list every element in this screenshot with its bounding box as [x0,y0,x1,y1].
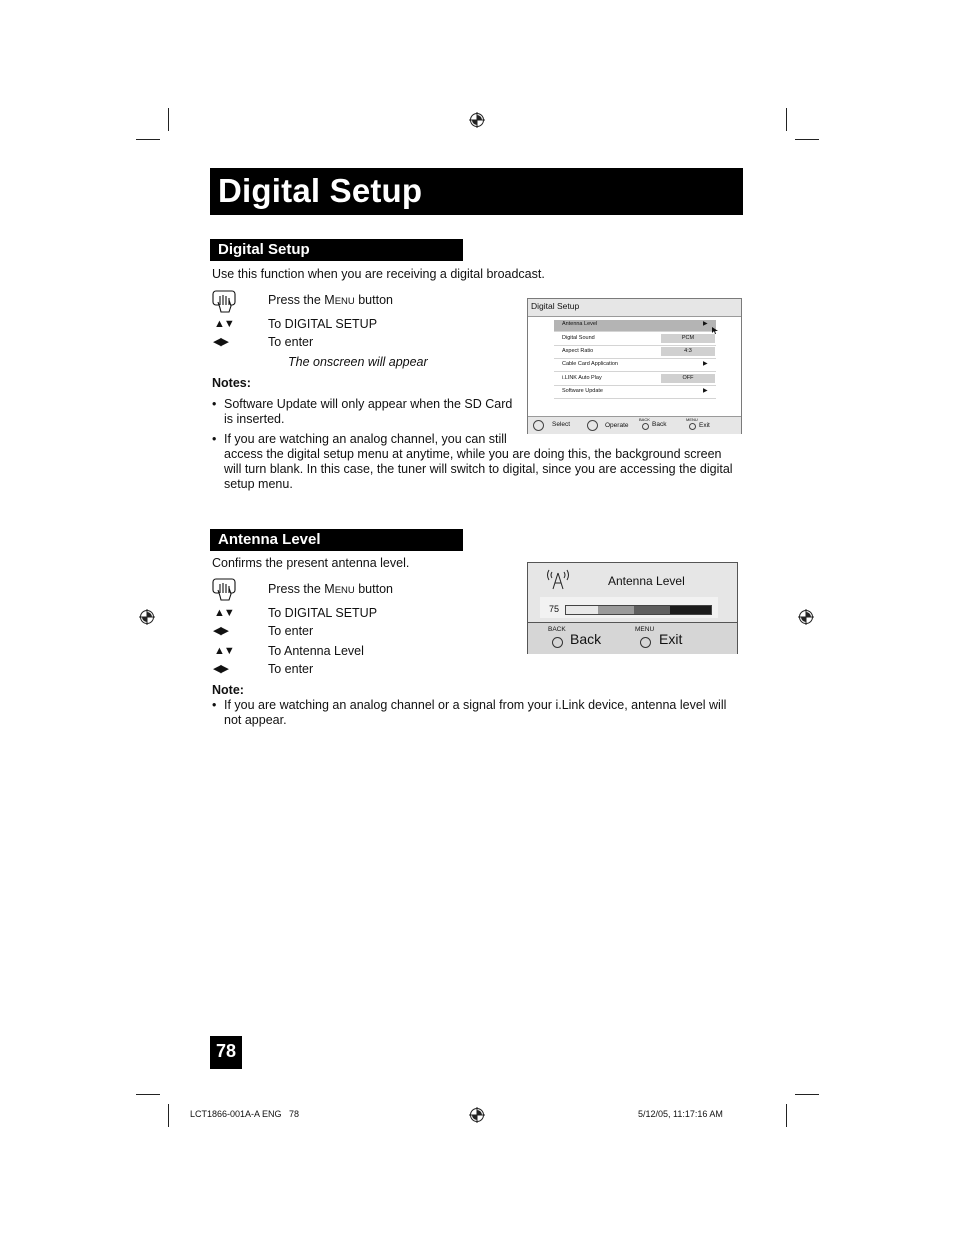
registration-mark-icon [139,609,155,625]
submenu-arrow-icon: ▶ [703,388,708,394]
crop-mark [795,139,819,140]
menu-item-digital-sound[interactable] [554,334,716,346]
note-2 [224,432,733,492]
section-heading-antenna-level [210,529,463,551]
note-antenna [224,698,726,728]
crop-mark [168,1104,169,1127]
menu-button-icon[interactable] [640,637,651,648]
note-line: If you are watching an analog channel or a signal from your i.Link device, antenna level will [224,698,727,712]
step-to-digital-setup: To DIGITAL SETUP [268,317,378,331]
menu-item-label: Digital Sound [562,335,595,341]
section-heading-digital-setup [210,239,463,261]
up-down-arrows-icon: ▲▼ [214,318,234,330]
exit-label: Exit [659,631,683,647]
section-heading-text: Digital Setup [218,241,310,258]
menu-item-label: i.LINK Auto Play [562,375,602,381]
page-number-box [210,1036,242,1069]
page-number: 78 [215,1041,237,1061]
level-segment [566,606,598,614]
remote-hand-icon [212,578,236,602]
menu-item-value: 4:3 [661,347,715,356]
crop-mark [136,139,160,140]
page-title: Digital Setup [218,172,423,209]
level-value: 75 [549,604,560,614]
menu-item-cable-card-application[interactable] [554,360,716,372]
up-down-arrows-icon: ▲▼ [214,645,234,657]
crop-mark [136,1094,160,1095]
left-right-arrows-icon: ◀▶ [213,663,228,675]
menu-item-antenna-level[interactable] [554,320,716,332]
note-1 [224,397,512,427]
level-meter [565,605,712,615]
screen-footer [528,622,737,654]
footer-select-label: Select [552,421,571,428]
back-button-icon[interactable] [552,637,563,648]
antenna-level-screen [527,562,738,654]
page-title-bar [210,168,743,215]
note-line: not appear. [224,713,287,727]
footer-slug: LCT1866-001A-A ENG 78 [190,1109,300,1119]
left-right-arrows-icon: ◀▶ [213,336,228,348]
registration-mark-icon [469,1107,485,1123]
note-line: If you are watching an analog channel, you can still [224,432,507,446]
footer-back-label: Back [652,421,667,428]
menu-item-ilink-auto-play[interactable] [554,374,716,386]
note-line: will turn blank. In this case, the tuner will switch to digital, since you are accessing the digital [224,462,733,476]
menu-key-caption: MENU [686,417,698,422]
footer-operate-label: Operate [605,422,629,429]
menu-item-aspect-ratio[interactable] [554,347,716,359]
registration-mark-icon [798,609,814,625]
menu-button-icon[interactable] [689,423,696,430]
footer-exit-label: Exit [699,422,710,429]
menu-item-value: PCM [661,334,715,343]
level-segment [634,606,670,614]
dpad-select-icon [533,420,544,431]
crop-mark [168,108,169,131]
bullet-icon: • [212,698,217,712]
level-segment [670,606,711,614]
notes-label: Notes: [212,376,251,390]
bullet-icon: • [212,432,217,446]
section-heading-text: Antenna Level [218,531,321,548]
antenna-icon [545,569,571,590]
menu-item-value: OFF [661,374,715,383]
screen-header [528,299,741,317]
submenu-arrow-icon: ▶ [703,321,708,327]
note-line: is inserted. [224,412,285,426]
crop-mark [786,108,787,131]
note-line: setup menu. [224,477,293,491]
level-segment [598,606,634,614]
note-label: Note: [212,683,244,697]
note-line: access the digital setup menu at anytime, while you are doing this, the background screen [224,447,722,461]
menu-item-label: Aspect Ratio [562,348,594,354]
step-to-enter: To enter [268,662,314,676]
screen-header-text: Digital Setup [531,301,580,311]
menu-item-software-update[interactable] [554,387,716,399]
intro-text: Confirms the present antenna level. [212,556,410,570]
up-down-arrows-icon: ▲▼ [214,607,234,619]
registration-mark-icon [469,112,485,128]
left-right-arrows-icon: ◀▶ [213,625,228,637]
step-to-enter: To enter [268,624,314,638]
step-to-enter: To enter [268,335,314,349]
menu-item-label: Software Update [562,388,603,394]
crop-mark [795,1094,819,1095]
back-key-caption: BACK [639,417,650,422]
menu-item-label: Cable Card Application [562,361,618,367]
step-to-digital-setup: To DIGITAL SETUP [268,606,378,620]
back-key-caption: BACK [548,626,566,633]
footer-date: 5/12/05, 11:17:16 AM [638,1109,723,1119]
step-onscreen: The onscreen will appear [288,355,428,369]
digital-setup-screen [527,298,742,434]
back-label: Back [570,631,602,647]
remote-hand-icon [212,290,236,314]
screen-footer [528,416,741,434]
step-press-menu: Press the MENU button [268,582,393,596]
menu-item-label: Antenna Level [562,321,598,327]
step-to-antenna-level: To Antenna Level [268,644,364,658]
bullet-icon: • [212,397,217,411]
back-button-icon[interactable] [642,423,649,430]
crop-mark [786,1104,787,1127]
dpad-operate-icon [587,420,598,431]
intro-text: Use this function when you are receiving a digital broadcast. [212,267,545,281]
antenna-level-title: Antenna Level [608,574,685,588]
menu-key-caption: MENU [635,626,655,633]
submenu-arrow-icon: ▶ [703,361,708,367]
step-press-menu: Press the MENU button [268,293,393,307]
note-line: Software Update will only appear when the SD Card [224,397,513,411]
